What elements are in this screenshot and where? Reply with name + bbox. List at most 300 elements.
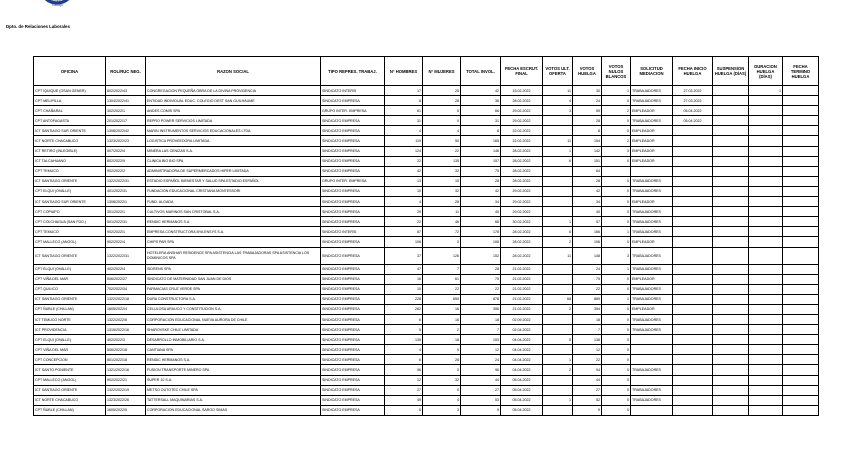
table-cell: 28 — [461, 176, 501, 186]
table-cell: 889 — [573, 294, 602, 304]
table-cell — [713, 314, 749, 324]
table-cell: ICT NORTE CHACABUCO — [34, 395, 106, 405]
table-cell: 302/2022/1 — [106, 106, 146, 116]
table-cell: 6 — [385, 355, 423, 365]
table-cell: 28 — [461, 264, 501, 274]
table-cell: 1 — [602, 294, 631, 304]
table-cell: SINDICATO EMPRESA — [321, 96, 385, 106]
table-cell: 4 — [423, 395, 461, 405]
table-cell — [713, 375, 749, 385]
table-cell: 22 — [423, 284, 461, 294]
table-cell — [713, 136, 749, 146]
table-cell — [783, 304, 819, 314]
table-cell: SINDICATO EMPRESA — [321, 247, 385, 264]
table-cell: 28.02.2022 — [501, 96, 543, 106]
table-cell: 402/2022/4 — [106, 264, 146, 274]
table-cell — [673, 385, 713, 395]
table-cell — [749, 136, 783, 146]
table-cell: 166 — [573, 227, 602, 237]
table-cell: 7 — [423, 264, 461, 274]
table-cell: 34 — [573, 197, 602, 207]
table-cell: 29.02.2022 — [501, 197, 543, 207]
table-cell: 356 — [461, 304, 501, 314]
table-cell — [749, 106, 783, 116]
table-cell: CLINICA BIO BIO SPA — [146, 156, 321, 166]
table-row — [34, 314, 819, 324]
table-cell — [749, 186, 783, 196]
table-cell: 1321/2022/16 — [106, 365, 146, 375]
table-cell — [749, 237, 783, 247]
table-cell — [749, 227, 783, 237]
table-cell: 2 — [602, 136, 631, 146]
table-cell — [673, 294, 713, 304]
table-cell: 135 — [385, 335, 423, 345]
table-cell: 22 — [573, 355, 602, 365]
column-header: DURACION HUELGA (DÍAS) — [749, 57, 783, 86]
table-row — [34, 355, 819, 365]
table-cell: ICT SANTO PONIENTE — [34, 365, 106, 375]
table-cell: 115 — [385, 136, 423, 146]
table-cell: 1322/2022/31 — [106, 247, 146, 264]
table-cell: 04.04.2022 — [501, 345, 543, 355]
table-cell: 802/2022/43 — [106, 86, 146, 96]
table-cell: 0 — [602, 304, 631, 314]
table-cell: SINDICATO INTERSI — [321, 227, 385, 237]
table-cell: MARIN INSTRUMENTOS SERVICIOS EDUCACIONALES LTDA. — [146, 126, 321, 136]
table-cell — [543, 197, 573, 207]
table-cell: 1322/2022/8 — [106, 314, 146, 324]
table-cell — [673, 186, 713, 196]
table-cell: 153 — [461, 335, 501, 345]
table-cell: CPT COLCHAGUA (SAN FDO.) — [34, 217, 106, 227]
table-cell — [749, 375, 783, 385]
table-cell: 15.02.2022 — [501, 86, 543, 96]
table-cell: FUNDACION EDUCACIONAL CRISTIANA MONTESSORI — [146, 186, 321, 196]
table-cell: SINDICATO EMPRESA — [321, 345, 385, 355]
table-cell — [713, 284, 749, 294]
table-cell: SIDRENS SPA — [146, 264, 321, 274]
table-cell — [783, 156, 819, 166]
table-cell: EMPLEADOR — [631, 274, 673, 284]
table-cell: CPT TEMUCO — [34, 166, 106, 176]
table-cell: 152 — [461, 247, 501, 264]
table-cell: 1 — [543, 395, 573, 405]
table-row — [34, 136, 819, 146]
table-cell: 68 — [461, 217, 501, 227]
column-header: VOTOS NULOS BLANCOS — [602, 57, 631, 86]
table-cell — [749, 405, 783, 415]
table-cell: 22 — [461, 284, 501, 294]
table-cell — [749, 284, 783, 294]
table-cell: 24 — [461, 355, 501, 365]
table-cell: CPT TEMUCO — [34, 227, 106, 237]
table-cell: TRABAJADORES — [631, 264, 673, 274]
table-cell: 650 — [423, 294, 461, 304]
column-header: FECHA TERMINO HUELGA — [783, 57, 819, 86]
table-cell: 262 — [385, 304, 423, 314]
table-cell: 12 — [385, 375, 423, 385]
table-cell: 6 — [385, 405, 423, 415]
table-cell: 28 — [423, 197, 461, 207]
table-cell: SINDICATO EMPRESA — [321, 166, 385, 176]
table-cell: 506/2022/18 — [106, 345, 146, 355]
table-cell: SINDICATO EMPRESA — [321, 365, 385, 375]
table-cell: 801/2022/18 — [106, 355, 146, 365]
table-cell: EMPRESA CONSTRUCTORA BYA ENSYS S.A. — [146, 227, 321, 237]
table-cell: 28 — [573, 176, 602, 186]
table-cell — [673, 345, 713, 355]
table-cell: SINDICATO EMPRESA — [321, 136, 385, 146]
table-cell: 0 — [602, 345, 631, 355]
table-cell: TRABAJADORES — [631, 385, 673, 395]
table-cell — [749, 126, 783, 136]
table-cell: SINDICATO EMPRESA — [321, 156, 385, 166]
table-cell: METSO OUTOTEC CHILE SPA — [146, 385, 321, 395]
table-row — [34, 365, 819, 375]
table-cell: 29.02.2022 — [501, 186, 543, 196]
table-cell: LOGISTICA PROVEEDORA LIMITADA — [146, 136, 321, 146]
table-cell: CPT MALLECO (ANGOL) — [34, 375, 106, 385]
table-cell: 0 — [423, 237, 461, 247]
table-cell: TRABAJADORES — [631, 294, 673, 304]
table-cell: 0 — [602, 385, 631, 395]
table-cell: 59 — [573, 106, 602, 116]
table-cell: RENDIC HERMANOS S.A. — [146, 355, 321, 365]
table-row — [34, 166, 819, 176]
table-cell: 10 — [385, 284, 423, 294]
table-cell — [543, 176, 573, 186]
table-row — [34, 237, 819, 247]
table-cell: 2 — [423, 325, 461, 335]
table-cell: SINDICATO EMPRESA — [321, 217, 385, 227]
table-cell — [673, 197, 713, 207]
table-cell: 28.02.2022 — [501, 247, 543, 264]
table-cell: 18 — [573, 314, 602, 324]
table-cell: SINDICATO EMPRESA — [321, 325, 385, 335]
table-cell: 64 — [573, 166, 602, 176]
table-cell: 507/2022/4 — [106, 146, 146, 156]
table-cell: 1308/2022/42 — [106, 126, 146, 136]
table-cell: 42 — [573, 186, 602, 196]
table-cell: 05.04.2022 — [501, 405, 543, 415]
table-cell: 0 — [602, 335, 631, 345]
table-cell: 16 — [423, 304, 461, 314]
table-cell: CPT MELIPILLA — [34, 96, 106, 106]
table-cell: SINDICATO EMPRESA — [321, 385, 385, 395]
table-cell: 37 — [385, 247, 423, 264]
table-cell: TRABAJADORES — [631, 186, 673, 196]
table-row — [34, 217, 819, 227]
table-cell: 154 — [573, 136, 602, 146]
table-cell — [783, 186, 819, 196]
table-cell: EMPLEADOR — [631, 126, 673, 136]
table-cell: SHAROVSKE CHILE LIMITADA — [146, 325, 321, 335]
table-cell: 142 — [573, 146, 602, 156]
table-cell: 6 — [543, 156, 573, 166]
table-cell: 28 — [573, 116, 602, 126]
table-cell — [543, 345, 573, 355]
table-row — [34, 116, 819, 126]
table-cell — [749, 166, 783, 176]
table-cell — [749, 96, 783, 106]
table-cell: 1 — [543, 217, 573, 227]
table-cell: TRABAJADORES — [631, 284, 673, 294]
table-cell: SINDICATO EMPRESA — [321, 274, 385, 284]
table-cell: 04.04.2022 — [501, 365, 543, 375]
table-cell: ANDES COMIS SPA — [146, 106, 321, 116]
table-cell: SUPER 10 S.A. — [146, 375, 321, 385]
table-cell: SINDICATO EMPRESA — [321, 375, 385, 385]
table-cell: 0 — [602, 325, 631, 335]
table-cell: SINDICATO EMPRESA — [321, 294, 385, 304]
table-cell: SINDICATO EMPRESA — [321, 355, 385, 365]
table-cell: 11 — [543, 86, 573, 96]
table-cell — [783, 176, 819, 186]
table-cell: ICT SANTIAGO ORIENTE — [34, 385, 106, 395]
table-cell: ICT NORTE CHACABUCO — [34, 136, 106, 146]
table-cell: 2 — [543, 304, 573, 314]
table-cell: SINDICATO EMPRESA — [321, 304, 385, 314]
table-cell: 0 — [602, 176, 631, 186]
table-cell — [673, 314, 713, 324]
table-cell: 0 — [602, 96, 631, 106]
table-cell — [713, 395, 749, 405]
table-cell — [783, 395, 819, 405]
table-cell — [749, 197, 783, 207]
table-cell: 15 — [423, 176, 461, 186]
table-cell: 1 — [602, 86, 631, 96]
table-cell: FUND. ALGADA — [146, 197, 321, 207]
table-cell: SINDICATO INTERSI — [321, 86, 385, 96]
table-row — [34, 294, 819, 304]
table-row — [34, 375, 819, 385]
table-cell: 138 — [573, 335, 602, 345]
table-cell — [713, 365, 749, 375]
table-cell — [543, 375, 573, 385]
table-cell — [543, 207, 573, 217]
table-cell — [783, 106, 819, 116]
table-cell: 4 — [423, 126, 461, 136]
svg-text:Dirección del: Dirección del — [47, 0, 67, 3]
table-cell — [713, 116, 749, 126]
table-cell: 18 — [461, 314, 501, 324]
table-cell: 3 — [602, 247, 631, 264]
table-cell: 506/2022/27 — [106, 274, 146, 284]
table-cell — [749, 335, 783, 345]
column-header: VOTOS HUELGA — [573, 57, 602, 86]
table-cell: 66 — [461, 106, 501, 116]
table-cell: 228 — [385, 294, 423, 304]
table-cell: 146 — [461, 146, 501, 156]
table-cell: 1 — [543, 146, 573, 156]
table-cell: 201/2022/17 — [106, 116, 146, 126]
table-cell: 32 — [423, 375, 461, 385]
table-cell: 108 — [385, 237, 423, 247]
table-cell: EMPLEADOR — [631, 197, 673, 207]
department-label: Dpto. de Relaciones Laborales — [6, 24, 70, 29]
table-cell: 0 — [602, 395, 631, 405]
table-cell — [783, 247, 819, 264]
table-header-row — [34, 57, 819, 86]
table-cell: 401/2022/31 — [106, 186, 146, 196]
table-cell: TRABAJADORES — [631, 217, 673, 227]
table-cell: 72 — [423, 227, 461, 237]
table-cell — [713, 86, 749, 96]
table-cell: CPT MALLECO (ANGOL) — [34, 237, 106, 247]
table-cell: 0 — [602, 375, 631, 385]
table-cell: TRABAJADORES — [631, 207, 673, 217]
table-cell: 106 — [573, 237, 602, 247]
table-cell: 3 — [543, 106, 573, 116]
table-cell: 902/2022/21 — [106, 375, 146, 385]
table-cell: 75 — [573, 274, 602, 284]
table-cell: 42 — [461, 86, 501, 96]
table-cell — [783, 355, 819, 365]
table-row — [34, 197, 819, 207]
table-cell: 16 — [385, 274, 423, 284]
table-cell — [713, 335, 749, 345]
table-cell: 50 — [423, 136, 461, 146]
table-cell — [713, 294, 749, 304]
table-cell: 75 — [461, 166, 501, 176]
table-cell: 1605/2022/5 — [106, 405, 146, 415]
table-cell: 49 — [385, 395, 423, 405]
table-cell: 0 — [602, 355, 631, 365]
table-cell — [673, 176, 713, 186]
table-cell: ICT TALCAHUANO — [34, 156, 106, 166]
table-row — [34, 385, 819, 395]
table-cell: TRABAJADORES — [631, 365, 673, 375]
table-cell — [749, 314, 783, 324]
table-cell: 8 — [385, 96, 423, 106]
table-cell — [673, 126, 713, 136]
table-cell — [673, 136, 713, 146]
table-cell: 32 — [423, 166, 461, 176]
table-cell: 124 — [385, 146, 423, 156]
table-cell: 02.04.2022 — [501, 325, 543, 335]
table-cell: 30.02.2022 — [501, 217, 543, 227]
table-cell: SINDICATO EMPRESA — [321, 116, 385, 126]
table-cell: 30 — [573, 86, 602, 96]
table-cell — [749, 217, 783, 227]
table-cell: SINDICATO EMPRESA — [321, 284, 385, 294]
table-cell — [543, 314, 573, 324]
table-cell — [749, 365, 783, 375]
table-cell — [713, 197, 749, 207]
table-cell: 0 — [602, 274, 631, 284]
table-cell: CONGREGACION PEQUEÑA OBRA DE LA DIVINA PROVIDENCIA — [146, 86, 321, 96]
column-header: RAZON SOCIAL — [146, 57, 321, 86]
table-cell: 9 — [461, 405, 501, 415]
table-cell — [783, 345, 819, 355]
table-cell: CPT ELQUI (OVALLE) — [34, 264, 106, 274]
table-cell: TRABAJADORES — [631, 86, 673, 96]
table-cell: 28.02.2022 — [501, 227, 543, 237]
table-cell: 96 — [461, 365, 501, 375]
table-cell: 1322/2022/19 — [106, 385, 146, 395]
table-cell — [749, 264, 783, 274]
table-cell: 05.04.2022 — [501, 395, 543, 405]
table-cell: 68 — [543, 294, 573, 304]
table-cell: ENTIDAD INDIVIDUAL EDUC. COLEGIO DEST SAN GUILHAUME — [146, 96, 321, 106]
table-cell — [673, 237, 713, 247]
table-cell: TATTERSALL MAQUINARIAS S.A. — [146, 395, 321, 405]
table-cell: 27 — [385, 385, 423, 395]
table-cell: 5 — [543, 335, 573, 345]
table-cell: SINDICATO EMPRESA — [321, 207, 385, 217]
table-cell: CPT ANTOFAGASTA — [34, 116, 106, 126]
table-cell — [749, 146, 783, 156]
table-cell — [783, 126, 819, 136]
table-cell — [543, 284, 573, 294]
column-header: FECHA INICIO HUELGA — [673, 57, 713, 86]
table-cell: CULTIVOS MARINOS SAN CRISTOBAL S.A. — [146, 207, 321, 217]
table-cell: 36 — [461, 96, 501, 106]
table-cell — [783, 385, 819, 395]
table-cell: EMPLEADOR — [631, 136, 673, 146]
table-cell: RENDIC HERMANOS S.A. — [146, 217, 321, 227]
table-cell: 6 — [543, 227, 573, 237]
table-cell — [673, 355, 713, 365]
table-cell: 0 — [602, 197, 631, 207]
table-cell: 1304/2022/41 — [106, 96, 146, 106]
table-cell: 11 — [423, 207, 461, 217]
table-cell — [783, 274, 819, 284]
table-cell — [673, 207, 713, 217]
table-cell: 28.02.2022 — [501, 146, 543, 156]
table-cell — [713, 355, 749, 365]
table-cell: 902/2022/2 — [106, 166, 146, 176]
table-cell — [783, 294, 819, 304]
table-cell — [713, 146, 749, 156]
table-cell: 13 — [385, 176, 423, 186]
table-cell — [783, 86, 819, 96]
table-row — [34, 335, 819, 345]
table-cell: 21.02.2022 — [501, 264, 543, 274]
table-cell: 31 — [385, 116, 423, 126]
table-cell: ICT SANTIAGO ORIENTE — [34, 294, 106, 304]
table-cell — [713, 237, 749, 247]
table-cell: 301/2022/1 — [106, 207, 146, 217]
table-cell: 1322/2022/31 — [106, 176, 146, 186]
table-cell: 5 — [385, 325, 423, 335]
table-cell: 12 — [461, 345, 501, 355]
table-row — [34, 247, 819, 264]
table-cell: ICT SANTIAGO ORIENTE — [34, 176, 106, 186]
table-cell — [713, 106, 749, 116]
table-cell: 1 — [749, 86, 783, 96]
table-cell: 21.02.2022 — [501, 274, 543, 284]
table-cell — [783, 116, 819, 126]
table-cell: 27 — [461, 385, 501, 395]
table-row — [34, 227, 819, 237]
table-cell: CPT COPIAPO — [34, 207, 106, 217]
table-cell — [713, 186, 749, 196]
table-cell — [713, 405, 749, 415]
table-cell: 1 — [543, 355, 573, 365]
table-cell — [543, 274, 573, 284]
table-cell — [543, 166, 573, 176]
table-cell: CPT ELQUI (OVALLE) — [34, 186, 106, 196]
table-cell: REPRO POWER SERVICIOS LIMITADA — [146, 116, 321, 126]
table-cell: 29.02.2022 — [501, 116, 543, 126]
table-cell: 0 — [602, 405, 631, 415]
table-cell: CPT ELQUI (OVALLE) — [34, 335, 106, 345]
table-cell — [631, 345, 673, 355]
table-cell: 3 — [423, 405, 461, 415]
table-cell: 22 — [385, 217, 423, 227]
table-cell: 21.02.2022 — [501, 304, 543, 314]
